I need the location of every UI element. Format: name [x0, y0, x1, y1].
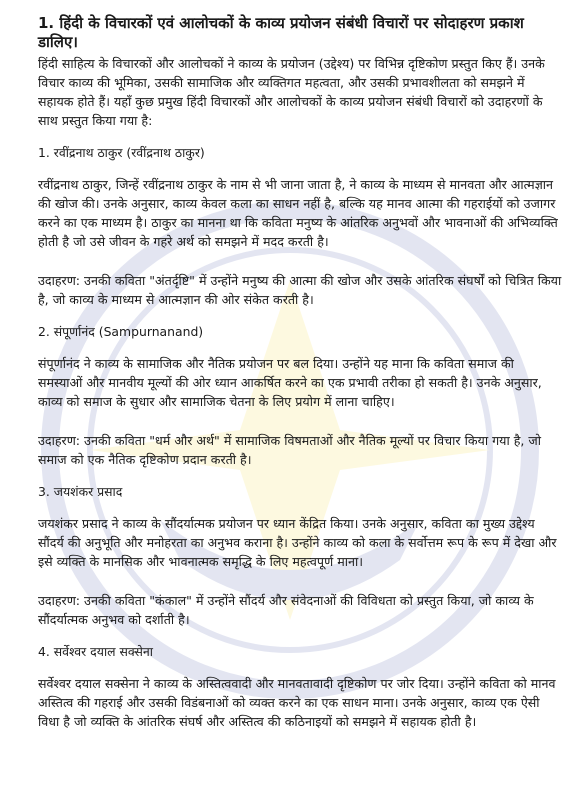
intro-paragraph: हिंदी साहित्य के विचारकों और आलोचकों ने काव्य के प्रयोजन (उद्देश्य) पर विभिन्न दृष्टिकोण प्रस्तुत किए हैं। उनके विचार काव्य की भूमिका, उसकी सामाजिक और व्यक्तिगत महत्वता, और उसकी प्रभावशीलता को समझने में सहायक होते हैं। यहाँ कुछ प्रमुख हिंदी विचारकों और आलोचकों के काव्य प्रयोजन संबंधी विचारों को उदाहरणों के साथ प्रस्तुत किया गया है:	[38, 56, 545, 128]
section-title: 4. सर्वेश्वर दयाल सक्सेना	[38, 644, 154, 659]
section-body: संपूर्णानंद ने काव्य के सामाजिक और नैतिक प्रयोजन पर बल दिया। उन्होंने यह माना कि कविता समाज की समस्याओं और मानवीय मूल्यों की ओर ध्यान आकर्षित करने का एक प्रभावी तरीका हो सकती है। उनके अनुसार, काव्य को समाज के सुधार और सामाजिक चेतना के लिए प्रयोग में लाना चाहिए।	[38, 356, 542, 409]
question-heading: 1. हिंदी के विचारकों एवं आलोचकों के काव्य प्रयोजन संबंधी विचारों पर सोदाहरण प्रकाश डालिए।	[38, 14, 524, 51]
section-title: 3. जयशंकर प्रसाद	[38, 484, 123, 499]
section-prasad	[38, 482, 562, 629]
section-tagore	[38, 143, 562, 309]
section-example: उदाहरण: उनकी कविता "धर्म और अर्थ" में सामाजिक विषमताओं और नैतिक मूल्यों पर विचार किया गया है, जो समाज को एक नैतिक दृष्टिकोण प्रदान करती है।	[38, 433, 542, 467]
section-title: 2. संपूर्णानंद (Sampurnanand)	[38, 324, 204, 339]
section-body: रवींद्रनाथ ठाकुर, जिन्हें रवींद्रनाथ ठाकुर के नाम से भी जाना जाता है, ने काव्य के माध्यम से मानवता और आत्मज्ञान की खोज की। उनके अनुसार, काव्य केवल कला का साधन नहीं है, बल्कि यह मानव आत्मा की गहराईयों को उजागर करने का एक माध्यम है। ठाकुर का मानना था कि कविता मनुष्य के आंतरिक अनुभवों और भावनाओं की अभिव्यक्ति होती है जो उसे जीवन के गहरे अर्थ को समझने में मदद करती है।	[38, 177, 558, 249]
section-body: जयशंकर प्रसाद ने काव्य के सौंदर्यात्मक प्रयोजन पर ध्यान केंद्रित किया। उनके अनुसार, कविता का मुख्य उद्देश्य सौंदर्य की अनुभूति और मनोहरता का अनुभव कराना है। उन्होंने काव्य को कला के सर्वोत्तम रूप के रूप में देखा और इसे व्यक्ति के मानसिक और भावनात्मक समृद्धि के लिए महत्वपूर्ण माना।	[38, 516, 557, 569]
section-example: उदाहरण: उनकी कविता "कंकाल" में उन्होंने सौंदर्य और संवेदनाओं की विविधता को प्रस्तुत किया, जो काव्य के सौंदर्यात्मक अनुभव को दर्शाती है।	[38, 593, 534, 627]
section-body: सर्वेश्वर दयाल सक्सेना ने काव्य के अस्तित्ववादी और मानवतावादी दृष्टिकोण पर जोर दिया। उन्होंने कविता को मानव अस्तित्व की गहराई और उसकी विडंबनाओं को व्यक्त करने का एक साधन माना। उनके अनुसार, काव्य एक ऐसी विधा है जो व्यक्ति के आंतरिक संघर्ष और अस्तित्व की कठिनाइयों को समझने में सहायक होती है।	[38, 676, 556, 729]
section-saxena	[38, 642, 562, 731]
section-example: उदाहरण: उनकी कविता "अंतर्दृष्टि" में उन्होंने मनुष्य की आत्मा की खोज और उसके आंतरिक संघर्षों को चित्रित किया है, जो काव्य के माध्यम से आत्मज्ञान की ओर संकेत करती है।	[38, 273, 562, 307]
section-title: 1. रवींद्रनाथ ठाकुर (रवींद्रनाथ ठाकुर)	[38, 145, 205, 160]
section-sampurnanand	[38, 322, 562, 469]
